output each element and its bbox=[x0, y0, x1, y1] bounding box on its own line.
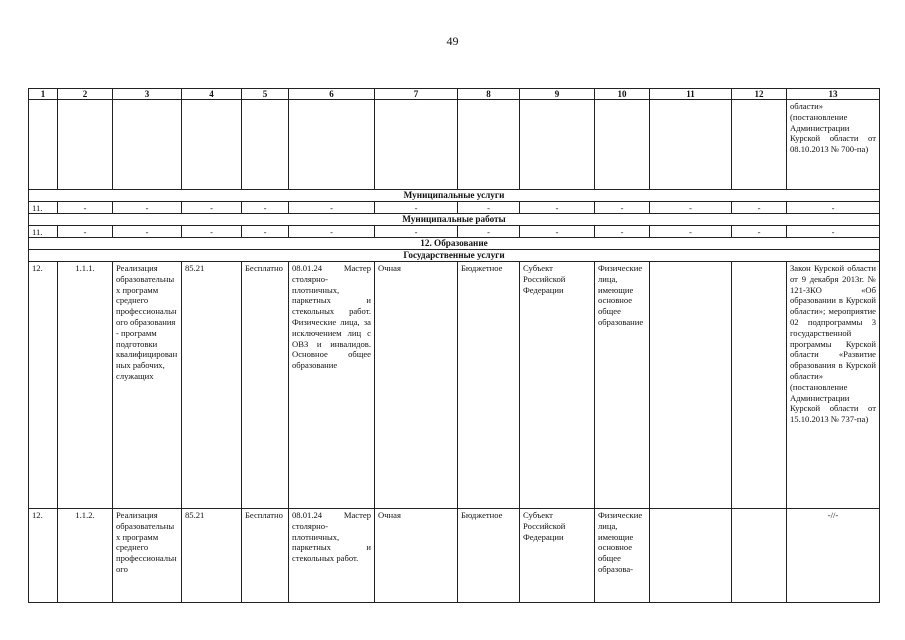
column-header: 12 bbox=[732, 89, 787, 100]
dash-row: 11. - - - - - - - - - - - - bbox=[29, 202, 880, 214]
registry-table bbox=[28, 88, 880, 603]
page-number: 49 bbox=[446, 34, 459, 48]
dash-row: 11. - - - - - - - - - - - - bbox=[29, 226, 880, 238]
continuation-row bbox=[29, 100, 880, 190]
section-state-services: Государственные услуги bbox=[29, 250, 880, 262]
column-header: 6 bbox=[289, 89, 375, 100]
column-header: 4 bbox=[182, 89, 242, 100]
column-header: 5 bbox=[242, 89, 289, 100]
column-header: 2 bbox=[58, 89, 113, 100]
column-header: 3 bbox=[113, 89, 182, 100]
section-municipal-works: Муниципальные работы bbox=[29, 214, 880, 226]
table-row: 12. 1.1.1. Реализация образовательных программ среднего профессионального образования - программ подготовки квалифицированных рабочих, служащих 85.21 Бесплатно 08.01.24 Мастер столярно-плотничных, паркетных и стекольных работ. Физические лица, за исключением лиц с ОВЗ и инвалидов. Основное общее образование Очная Бюджетное Субъект Российской Федерации Физические лица, имеющие основное общее образование Закон Курской области от 9 декабря 2013г. № 121-ЗКО «Об образовании в Курской области»; мероприятие 02 подпрограммы 3 государственной программы Курской области «Развитие образования в Курской области» (постановление Администрации Курской области от 15.10.2013 № 737-па) bbox=[29, 262, 880, 509]
column-header: 1 bbox=[29, 89, 58, 100]
column-header: 10 bbox=[595, 89, 650, 100]
table-row: 12. 1.1.2. Реализация образовательных программ среднего профессионального 85.21 Бесплатно 08.01.24 Мастер столярно-плотничных, паркетных и стекольных работ. Очная Бюджетное Субъект Российской Федерации Физические лица, имеющие основное общее образова- -//- bbox=[29, 509, 880, 603]
column-header: 11 bbox=[650, 89, 732, 100]
continuation-legal-basis: области» (постановление Администрации Курской области от 08.10.2013 № 700-па) bbox=[787, 100, 880, 190]
column-header: 13 bbox=[787, 89, 880, 100]
header-row bbox=[29, 89, 880, 100]
column-header: 8 bbox=[458, 89, 520, 100]
column-header: 7 bbox=[375, 89, 458, 100]
section-municipal-services: Муниципальные услуги bbox=[29, 190, 880, 202]
column-header: 9 bbox=[520, 89, 595, 100]
section-education: 12. Образование bbox=[29, 238, 880, 250]
